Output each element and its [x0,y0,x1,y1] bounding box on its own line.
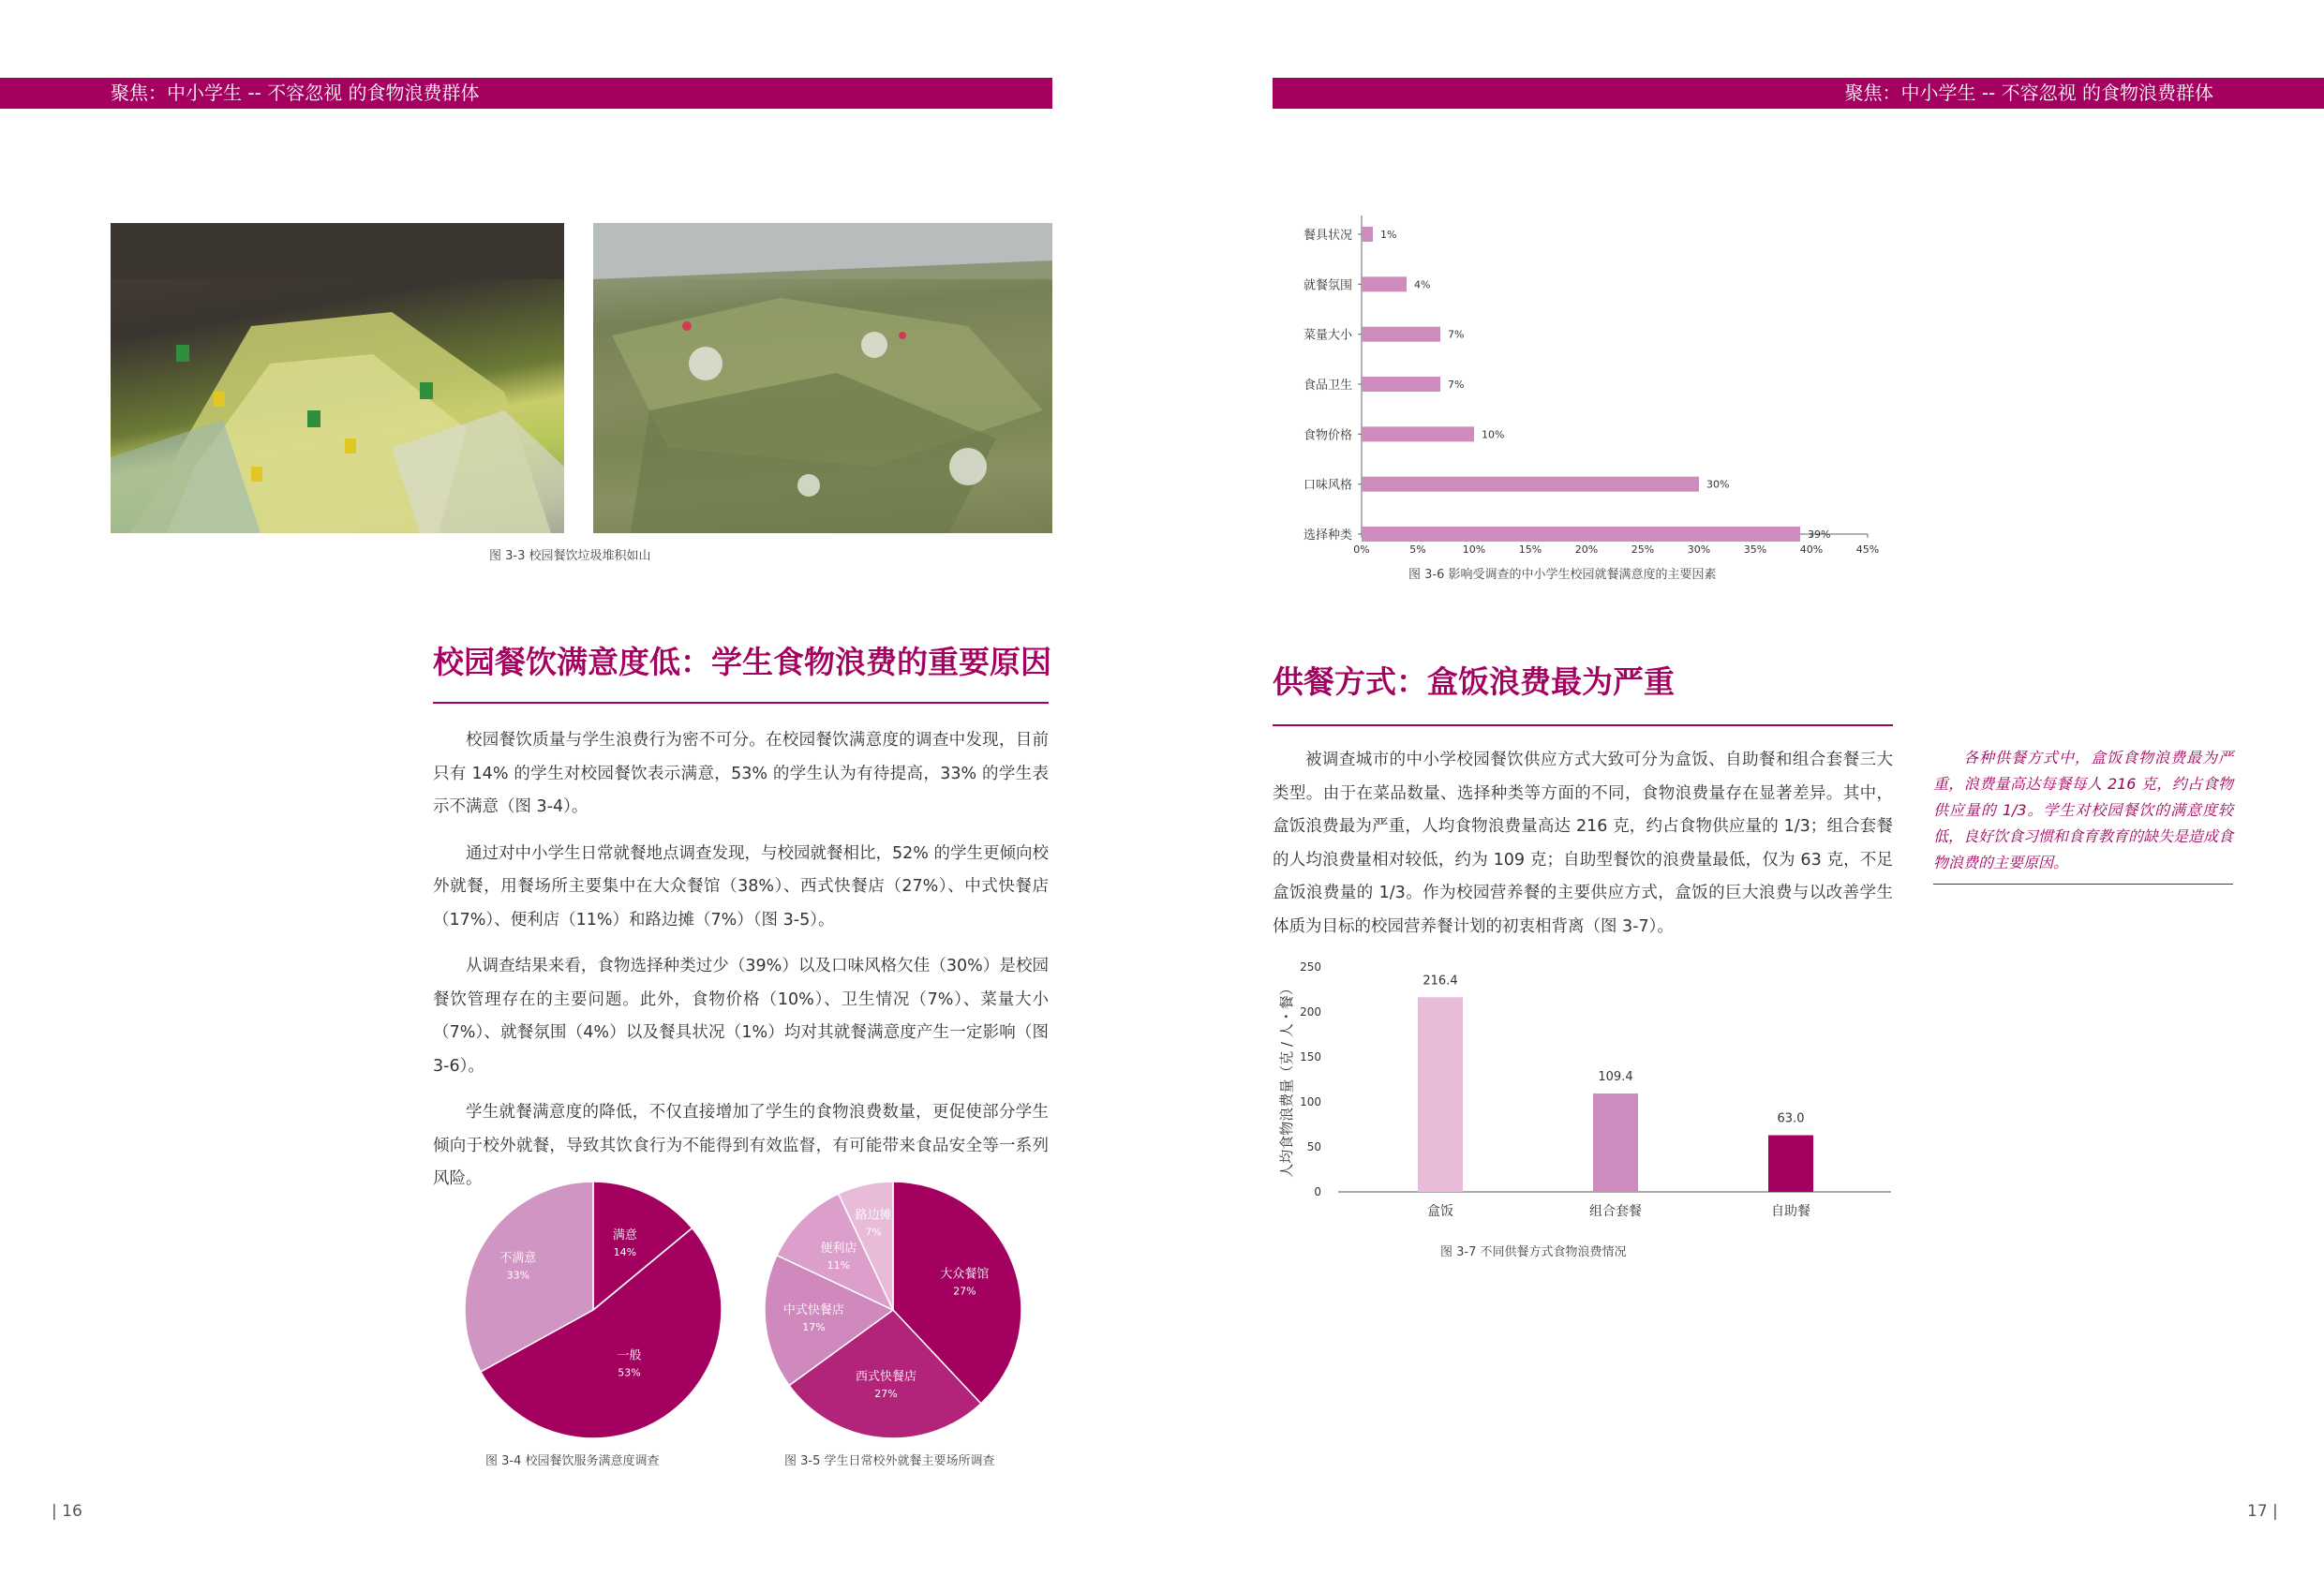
fig3-6-bar-item-2 [1362,276,1407,291]
fig3-3-caption: 图 3-3 校园餐饮垃圾堆积如山 [489,549,651,563]
fig3-6-category-label-item-3: 菜量大小 [1303,328,1352,343]
fig3-7-y-axis-label: 人均食物浪费量（克 / 人・餐） [1278,981,1295,1178]
page-number-right: 17 | [2247,1502,2278,1521]
fig3-7-category-label-item-2: 组合套餐 [1589,1204,1642,1219]
fig3-6-bar-item-4 [1362,377,1440,392]
fig3-7-y-tick-label: 150 [1300,1050,1321,1064]
fig3-6-bar-item-1 [1362,227,1373,242]
fig3-6-x-tick-label: 30% [1687,543,1711,556]
right-body-text [1273,744,1893,957]
fig3-5-slice-value-item-1: 27% [953,1285,976,1298]
left-body-text [433,724,1049,1210]
fig3-6-bar-chart [1273,201,1891,567]
fig3-7-bar-item-2 [1593,1093,1638,1192]
fig3-6-category-label-item-2: 就餐氛围 [1303,278,1352,293]
fig3-5-slice-label-item-2: 西式快餐店 [856,1370,917,1385]
header-band-left [0,78,1052,109]
fig3-5-slice-label-item-3: 中式快餐店 [782,1302,844,1317]
fig3-5-slice-value-item-2: 27% [874,1388,898,1401]
fig3-4-slice-label-item-2: 一般 [617,1348,642,1363]
fig3-7-value-label-item-1: 216.4 [1423,974,1458,989]
fig3-6-x-tick-label: 15% [1518,543,1542,556]
fig3-6-value-label-item-4: 7% [1448,379,1465,391]
fig3-6-bar-item-5 [1362,426,1474,441]
fig3-4-caption: 图 3-4 校园餐饮服务满意度调查 [485,1454,660,1468]
fig3-5-slice-label-item-5: 路边摊 [855,1208,892,1223]
fig3-7-y-tick-label: 100 [1300,1095,1321,1108]
fig3-7-bar-item-1 [1418,997,1463,1192]
right-paragraph: 被调查城市的中小学校园餐饮供应方式大致可分为盒饭、自助餐和组合套餐三大类型。由于在菜品数量、选择种类等方面的不同，食物浪费量存在显著差异。其中，盒饭浪费最为严重，人均食物浪费量高达 216 克，约占食物供应量的 1/3；组合套餐的人均浪费量相对较低，约为 109 克；自助型餐饮的浪费量最低，仅为 63 克，不足盒饭浪费量的 1/3。作为校园营养餐的主要供应方式，盒饭的巨大浪费与以改善学生体质为目标的校园营养餐计划的初衷相背离（图 3-7）。 [1273,751,1893,936]
fig3-7-value-label-item-3: 63.0 [1777,1111,1805,1126]
fig3-5-slice-value-item-4: 11% [827,1258,851,1272]
fig3-6-caption: 图 3-6 影响受调查的中小学生校园就餐满意度的主要因素 [1408,568,1717,582]
fig3-5-slice-value-item-5: 7% [865,1226,882,1239]
fig3-6-x-tick-label: 5% [1409,543,1426,556]
fig3-6-x-tick-label: 20% [1574,543,1599,556]
fig3-7-bar-chart [1273,956,1910,1265]
fig3-4-slice-value-item-1: 14% [613,1246,637,1259]
fig3-6-bar-item-3 [1362,327,1440,342]
fig3-5-slice-label-item-1: 大众餐馆 [940,1267,990,1282]
fig3-6-category-label-item-7: 选择种类 [1303,528,1352,543]
right-heading-rule [1273,724,1893,726]
fig3-6-value-label-item-6: 30% [1706,478,1730,491]
fig3-6-category-label-item-5: 食物价格 [1303,428,1352,443]
left-paragraph-2: 通过对中小学生日常就餐地点调查发现，与校园就餐相比，52% 的学生更倾向校外就餐，用餐场所主要集中在大众餐馆（38%）、西式快餐店（27%）、中式快餐店（17%）、便利店（11%）和路边摊（7%）（图 3-5）。 [433,843,1049,930]
fig3-7-value-label-item-2: 109.4 [1598,1069,1633,1084]
fig3-6-x-tick-label: 0% [1353,543,1370,556]
fig3-6-bar-item-7 [1362,527,1800,542]
fig3-4-slice-label-item-1: 满意 [612,1228,637,1243]
fig3-5-caption: 图 3-5 学生日常校外就餐主要场所调查 [784,1454,995,1468]
fig3-7-category-label-item-3: 自助餐 [1771,1204,1810,1219]
fig3-6-value-label-item-7: 39% [1808,528,1831,541]
food-waste-bin-photo [111,223,564,533]
fig3-4-pie-chart [459,1176,740,1448]
fig3-6-x-tick-label: 40% [1799,543,1824,556]
fig3-6-category-label-item-6: 口味风格 [1303,478,1352,493]
left-section-heading: 校园餐饮满意度低：学生食物浪费的重要原因 [433,644,1051,680]
fig3-6-value-label-item-1: 1% [1380,229,1397,241]
food-waste-pile-photo [593,223,1052,533]
fig3-7-y-tick-label: 50 [1306,1140,1321,1153]
fig3-5-pie-chart [759,1176,1031,1448]
fig3-4-slice-label-item-3: 不满意 [499,1251,537,1266]
left-paragraph-4: 学生就餐满意度的降低，不仅直接增加了学生的食物浪费数量，更促使部分学生倾向于校外就餐，导致其饮食行为不能得到有效监督，有可能带来食品安全等一系列风险。 [433,1103,1049,1188]
header-title-left: 聚焦：中小学生 -- 不容忽视 的食物浪费群体 [111,82,480,104]
sidenote-rule [1933,884,2233,885]
header-band-right [1273,78,2324,109]
fig3-6-value-label-item-3: 7% [1448,328,1465,341]
fig3-7-caption: 图 3-7 不同供餐方式食物浪费情况 [1440,1245,1627,1259]
fig3-6-x-tick-label: 45% [1855,543,1880,556]
fig3-6-category-label-item-4: 食品卫生 [1303,379,1352,393]
fig3-7-bar-item-3 [1768,1136,1813,1192]
left-paragraph-1: 校园餐饮质量与学生浪费行为密不可分。在校园餐饮满意度的调查中发现，目前只有 14% 的学生对校园餐饮表示满意，53% 的学生认为有待提高，33% 的学生表示不满意（图 3-4）。 [433,731,1049,816]
left-paragraph-3: 从调查结果来看，食物选择种类过少（39%）以及口味风格欠佳（30%）是校园餐饮管理存在的主要问题。此外，食物价格（10%）、卫生情况（7%）、菜量大小（7%）、就餐氛围（4%）以及餐具状况（1%）均对其就餐满意度产生一定影响（图 3-6）。 [433,957,1049,1076]
fig3-7-y-tick-label: 200 [1300,1005,1321,1019]
fig3-7-category-label-item-1: 盒饭 [1427,1204,1453,1219]
fig3-5-slice-label-item-4: 便利店 [820,1241,857,1256]
fig3-4-slice-value-item-3: 33% [506,1269,530,1282]
fig3-7-y-tick-label: 0 [1314,1185,1321,1198]
fig3-7-y-tick-label: 250 [1300,960,1321,974]
sidenote: 各种供餐方式中，盒饭食物浪费最为严重，浪费量高达每餐每人 216 克，约占食物供应量的 1/3。学生对校园餐饮的满意度较低，良好饮食习惯和食育教育的缺失是造成食物浪费的主要原因。 [1933,749,2234,871]
left-heading-rule [433,702,1049,704]
fig3-5-slice-value-item-3: 17% [802,1320,826,1333]
header-title-right: 聚焦：中小学生 -- 不容忽视 的食物浪费群体 [1844,82,2213,104]
fig3-6-x-tick-label: 25% [1631,543,1655,556]
fig3-6-bar-item-6 [1362,477,1699,492]
fig3-6-x-tick-label: 35% [1743,543,1767,556]
page-number-left: | 16 [52,1502,82,1521]
fig3-6-value-label-item-5: 10% [1482,428,1505,441]
fig3-6-x-tick-label: 10% [1462,543,1486,556]
fig3-4-slice-value-item-2: 53% [618,1366,641,1379]
fig3-6-category-label-item-1: 餐具状况 [1303,229,1352,243]
fig3-6-value-label-item-2: 4% [1414,278,1431,291]
right-section-heading: 供餐方式：盒饭浪费最为严重 [1273,663,1675,700]
